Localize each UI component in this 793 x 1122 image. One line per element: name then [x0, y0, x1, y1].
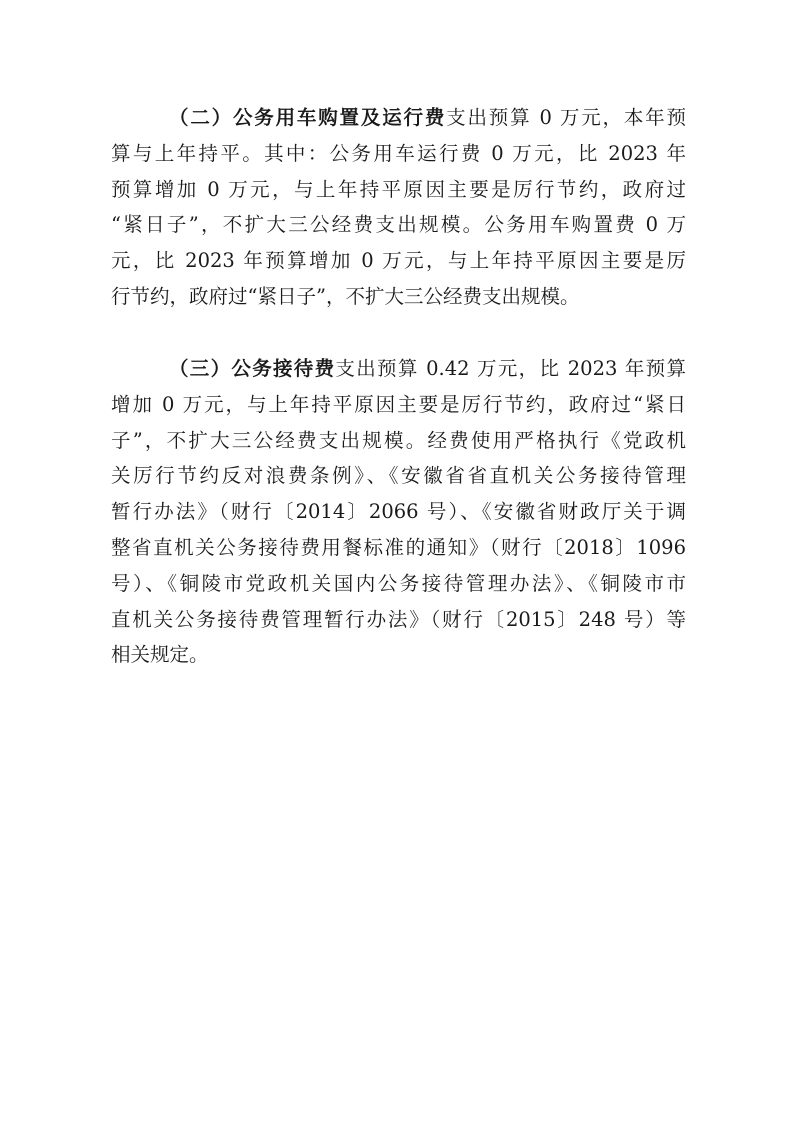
section-heading: （三）公务接待费	[169, 357, 336, 380]
paragraph-line: 整省直机关公务接待费用餐标准的通知》（财行〔2018〕1096	[111, 535, 686, 559]
paragraph-line: “紧日子”，不扩大三公经费支出规模。公务用车购置费 0 万	[111, 213, 686, 237]
paragraph-line: 预算增加 0 万元，与上年持平原因主要是厉行节约，政府过	[111, 177, 686, 201]
paragraph-line: 算与上年持平。其中：公务用车运行费 0 万元，比 2023 年	[111, 141, 686, 165]
paragraph-line: 元，比 2023 年预算增加 0 万元，与上年持平原因主要是厉	[111, 249, 686, 273]
paragraph-line	[111, 351, 686, 387]
paragraph-vehicle-expenses	[111, 100, 686, 315]
paragraph-line: 行节约，政府过“紧日子”，不扩大三公经费支出规模。	[111, 284, 580, 308]
paragraph-line: 直机关公务接待费管理暂行办法》（财行〔2015〕248 号）等	[111, 607, 686, 631]
paragraph-line: 暂行办法》（财行〔2014〕2066 号）、《安徽省财政厅关于调	[111, 500, 686, 524]
paragraph-line	[111, 100, 686, 136]
paragraph-line: 号）、《铜陵市党政机关国内公务接待管理办法》、《铜陵市市	[111, 571, 686, 595]
paragraph-text: 支出预算 0 万元，本年预	[446, 106, 686, 129]
paragraph-reception-expenses	[111, 351, 686, 673]
paragraph-line: 子”，不扩大三公经费支出规模。经费使用严格执行《党政机	[111, 428, 686, 452]
paragraph-text: 支出预算 0.42 万元，比 2023 年预算	[335, 357, 686, 380]
section-heading: （二）公务用车购置及运行费	[169, 106, 447, 129]
paragraph-line: 相关规定。	[111, 643, 209, 667]
paragraph-line: 关厉行节约反对浪费条例》、《安徽省省直机关公务接待管理	[111, 464, 686, 488]
paragraph-line: 增加 0 万元，与上年持平原因主要是厉行节约，政府过“紧日	[111, 392, 686, 416]
